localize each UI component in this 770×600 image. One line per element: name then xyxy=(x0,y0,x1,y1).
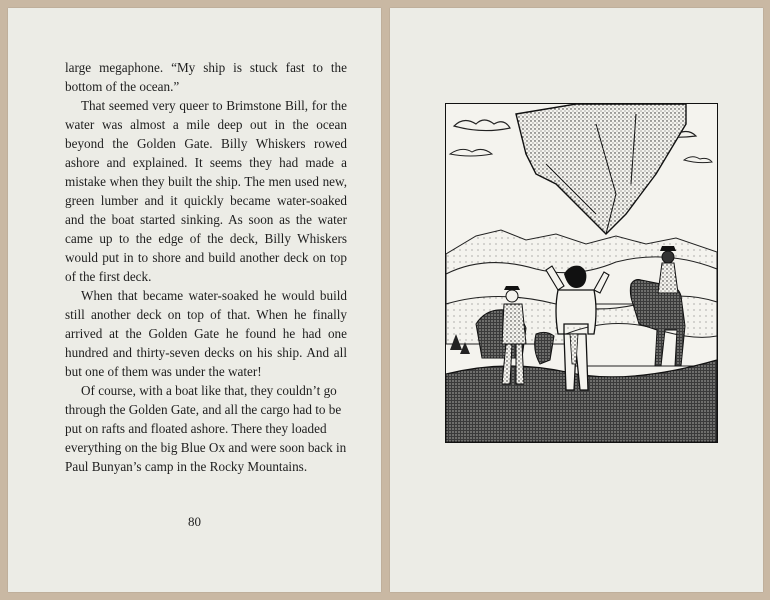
paragraph: Of course, with a boat like that, they couldn’t go through the Golden Gate, and all the cargo had to be put on rafts and floated ashore. There they loaded everything on the big Blue Ox and were soon back in Paul Bunyan’s camp in the Rocky Mountains. xyxy=(65,383,347,474)
woodcut-illustration-icon xyxy=(446,104,717,442)
left-page xyxy=(8,8,381,592)
paragraph-continuation: large megaphone. “My ship is stuck fast to the bottom of the ocean.” xyxy=(65,60,347,94)
paragraph: That seemed very queer to Brimstone Bill, for the water was almost a mile deep out in the ocean beyond the Golden Gate. Billy Whiskers rowed ashore and explained. It seems they had made a mistake when they built the ship. The men used new, green lumber and it quickly became water-soaked and the boat started sinking. As soon as the water came up to the edge of the deck, Billy Whiskers would put in to shore and build another deck on top of the first deck. xyxy=(65,98,347,284)
page-number: 80 xyxy=(188,514,201,529)
paragraph: When that became water-soaked he would build still another deck on top of that. When he finally arrived at the Golden Gate he found he had one hundred and thirty-seven decks on his ship. And all but one of them was under the water! xyxy=(65,288,347,379)
text-block xyxy=(65,58,347,476)
illustration xyxy=(445,103,718,443)
right-page xyxy=(390,8,763,592)
